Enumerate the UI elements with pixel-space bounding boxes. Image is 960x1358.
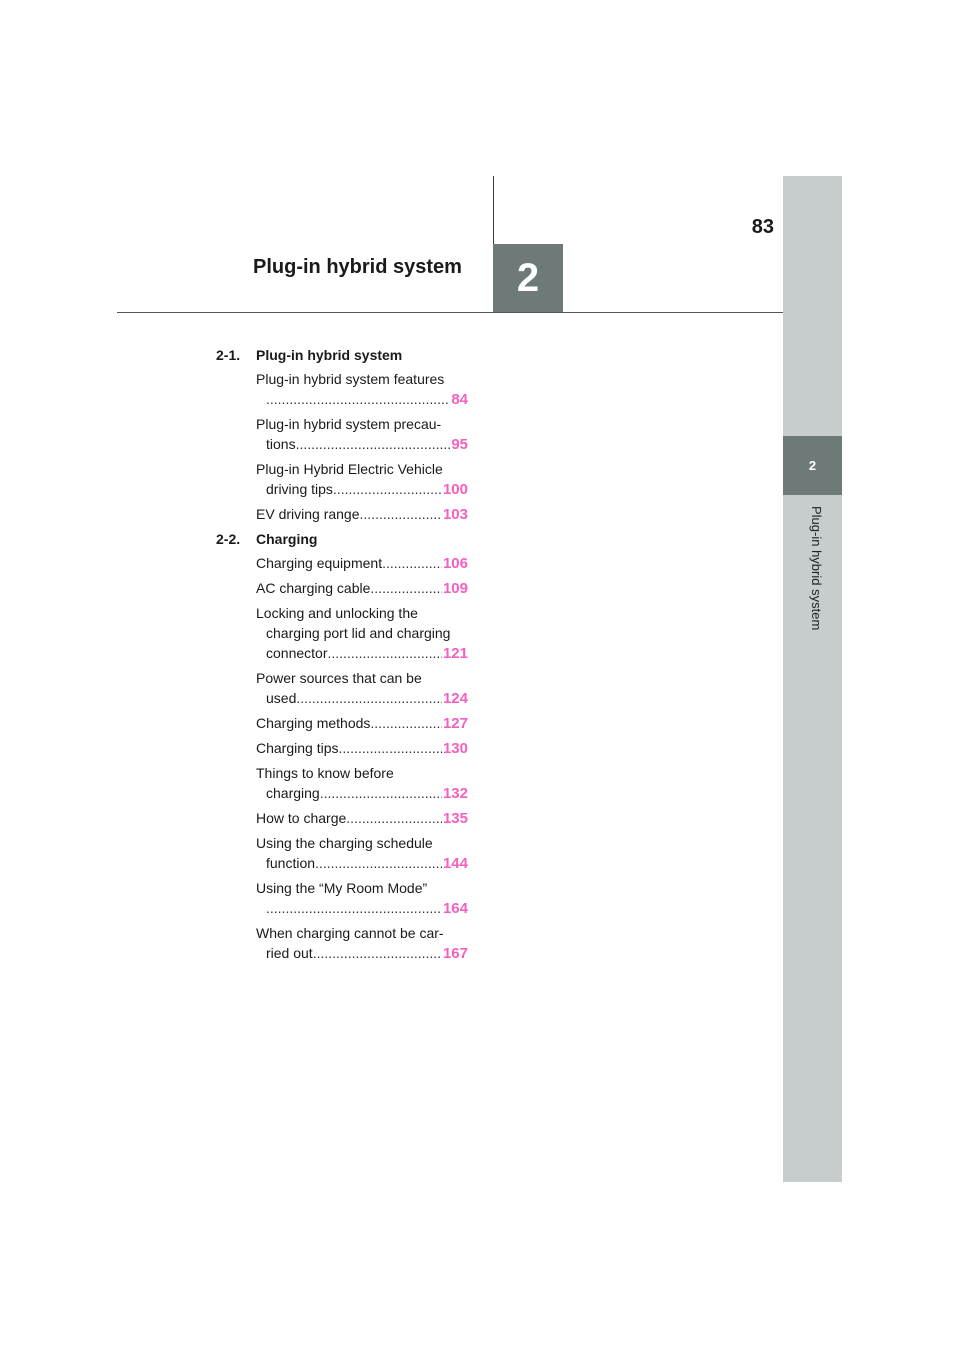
toc-page-reference[interactable]: 124 xyxy=(442,690,468,707)
toc-section-number: 2-2. xyxy=(216,531,241,547)
toc-entry-leader-line xyxy=(256,504,468,524)
toc-entry[interactable] xyxy=(256,738,468,758)
side-chapter-label: Plug-in hybrid system xyxy=(809,506,824,631)
toc-entry-text: Using the charging schedule xyxy=(256,835,433,851)
toc-entry[interactable] xyxy=(256,923,468,963)
toc-entry-text: Locking and unlocking the xyxy=(256,605,418,621)
dot-leader xyxy=(327,643,441,663)
toc-entry-text: used xyxy=(266,690,297,706)
page-number: 83 xyxy=(751,216,774,238)
toc-entry-text: charging xyxy=(266,785,320,801)
header-divider-horizontal xyxy=(117,312,783,313)
dot-leader xyxy=(346,808,442,828)
dot-leader xyxy=(266,389,450,409)
toc-entry-text: ried out xyxy=(266,945,313,961)
toc-entry[interactable] xyxy=(256,369,468,409)
toc-page-reference[interactable]: 103 xyxy=(442,506,468,523)
toc-entry[interactable] xyxy=(256,504,468,524)
toc-entry-text: Using the “My Room Mode” xyxy=(256,880,428,896)
toc-entry[interactable] xyxy=(256,668,468,708)
toc-section-heading xyxy=(216,345,468,365)
toc-entry-text: tions xyxy=(266,436,296,452)
toc-entry-text: EV driving range xyxy=(256,506,360,522)
toc-entry-leader-line xyxy=(256,688,468,708)
toc-entry-leader-line xyxy=(256,783,468,803)
toc-entry-text: AC charging cable xyxy=(256,580,371,596)
chapter-number-box: 2 xyxy=(493,244,563,312)
toc-page-reference[interactable]: 95 xyxy=(451,436,468,453)
toc-page-reference[interactable]: 132 xyxy=(442,785,468,802)
toc-entry-leader-line xyxy=(256,434,468,454)
toc-entry-leader-line xyxy=(256,898,468,918)
toc-entry-text: Plug-in Hybrid Electric Vehicle xyxy=(256,461,443,477)
toc-entry-leader-line xyxy=(256,479,468,499)
toc-entry[interactable] xyxy=(256,763,468,803)
toc-entry-text: Power sources that can be xyxy=(256,670,422,686)
toc-page-reference[interactable]: 100 xyxy=(442,481,468,498)
toc-entry-text: Charging methods xyxy=(256,715,371,731)
toc-entry[interactable] xyxy=(256,578,468,598)
dot-leader xyxy=(315,853,442,873)
dot-leader xyxy=(339,738,442,758)
toc-entry-leader-line xyxy=(256,853,468,873)
toc-entry-text: How to charge xyxy=(256,810,347,826)
toc-entry-leader-line xyxy=(256,389,468,409)
toc-entry-text: Things to know before xyxy=(256,765,394,781)
dot-leader xyxy=(296,688,442,708)
toc-entry[interactable] xyxy=(256,833,468,873)
toc-entry-text: When charging cannot be car- xyxy=(256,925,444,941)
toc-page-reference[interactable]: 121 xyxy=(442,645,468,662)
dot-leader xyxy=(266,898,442,918)
toc-section-title: Charging xyxy=(256,531,318,547)
toc-entry[interactable] xyxy=(256,553,468,573)
table-of-contents xyxy=(216,345,468,968)
toc-section-heading xyxy=(216,529,468,549)
toc-entry-text: Charging tips xyxy=(256,740,339,756)
toc-entry-text: Charging equipment xyxy=(256,555,383,571)
dot-leader xyxy=(333,479,442,499)
toc-page-reference[interactable]: 130 xyxy=(442,740,468,757)
toc-entry-text: Plug-in hybrid system precau- xyxy=(256,416,442,432)
toc-entry[interactable] xyxy=(256,878,468,918)
toc-page-reference[interactable]: 167 xyxy=(442,945,468,962)
dot-leader xyxy=(320,783,442,803)
chapter-title: Plug-in hybrid system xyxy=(253,256,462,278)
toc-entry[interactable] xyxy=(256,459,468,499)
dot-leader xyxy=(296,434,451,454)
toc-entry-text: Plug-in hybrid system features xyxy=(256,371,445,387)
header-divider-vertical xyxy=(493,176,494,245)
toc-section-title: Plug-in hybrid system xyxy=(256,347,403,363)
toc-page-reference[interactable]: 144 xyxy=(442,855,468,872)
toc-page-reference[interactable]: 135 xyxy=(442,810,468,827)
toc-entry-text: driving tips xyxy=(266,481,333,497)
dot-leader xyxy=(370,713,442,733)
dot-leader xyxy=(360,504,442,524)
side-chapter-tab[interactable]: 2 xyxy=(783,436,842,495)
toc-entry-leader-line xyxy=(256,643,468,663)
toc-entry-text: charging port lid and charging xyxy=(266,625,451,641)
toc-page-reference[interactable]: 106 xyxy=(442,555,468,572)
toc-entry-text: connector xyxy=(266,645,328,661)
toc-entry[interactable] xyxy=(256,414,468,454)
toc-entry-text: function xyxy=(266,855,316,871)
toc-entry-leader-line xyxy=(256,738,468,758)
toc-entry-leader-line xyxy=(256,713,468,733)
toc-entry-leader-line xyxy=(256,943,468,963)
toc-page-reference[interactable]: 127 xyxy=(442,715,468,732)
toc-entry-leader-line xyxy=(256,553,468,573)
dot-leader xyxy=(382,553,442,573)
toc-entry-leader-line xyxy=(256,808,468,828)
toc-page-reference[interactable]: 84 xyxy=(451,391,468,408)
dot-leader xyxy=(313,943,442,963)
toc-entry[interactable] xyxy=(256,713,468,733)
toc-entry[interactable] xyxy=(256,808,468,828)
toc-page-reference[interactable]: 164 xyxy=(442,900,468,917)
toc-entry[interactable] xyxy=(256,603,468,663)
dot-leader xyxy=(370,578,442,598)
toc-entry-leader-line xyxy=(256,578,468,598)
toc-page-reference[interactable]: 109 xyxy=(442,580,468,597)
toc-section-number: 2-1. xyxy=(216,347,241,363)
